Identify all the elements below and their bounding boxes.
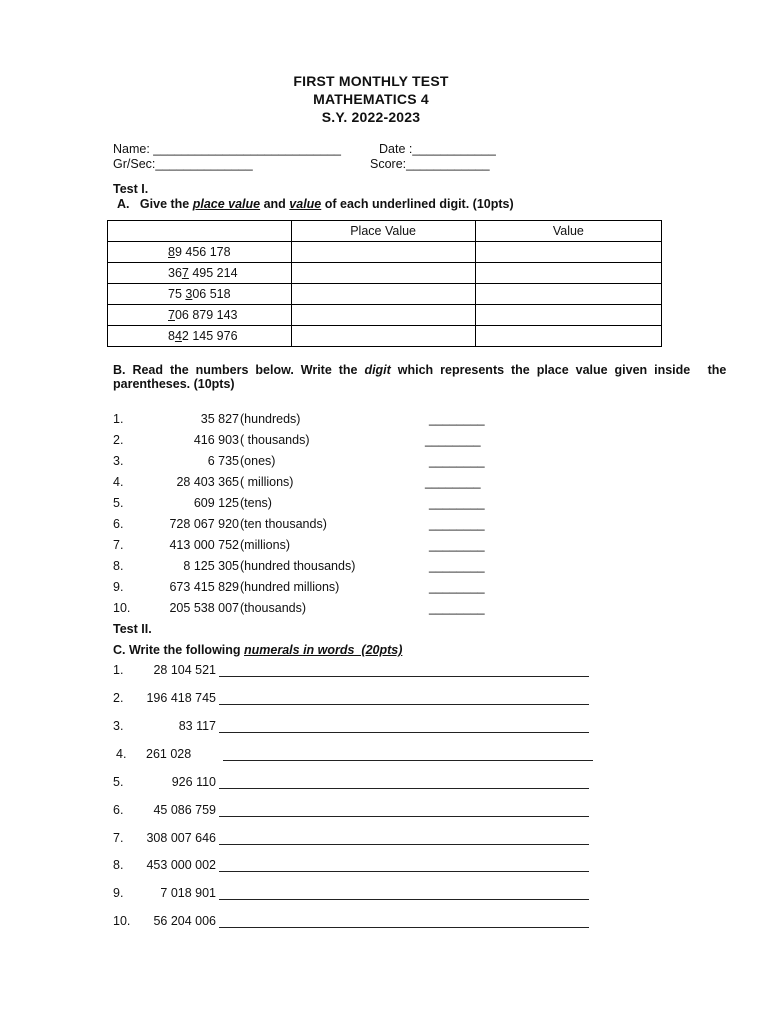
table-row: [108, 326, 662, 347]
number-cell: 75 306 518: [108, 284, 292, 305]
list-item: 9. 673 415 829 (hundred millions) ________: [113, 580, 485, 594]
answer-blank[interactable]: ________: [429, 517, 485, 531]
place-value-term: place value: [192, 197, 261, 211]
underlined-digit: 4: [174, 329, 182, 343]
place-value-answer-cell[interactable]: [291, 326, 475, 347]
value-answer-cell[interactable]: [475, 284, 661, 305]
list-item: 2. 416 903 ( thousands) ________: [113, 433, 481, 447]
answer-blank[interactable]: ________: [429, 601, 485, 615]
list-item: 9. 7 018 901: [113, 886, 603, 904]
underlined-digit: 3: [185, 287, 193, 301]
answer-blank[interactable]: ________: [429, 496, 485, 510]
header-value: Value: [475, 221, 661, 242]
answer-blank[interactable]: ________: [425, 433, 481, 447]
list-item: 5. 609 125 (tens) ________: [113, 496, 485, 510]
list-item: 1. 35 827 (hundreds) ________: [113, 412, 485, 426]
answer-line[interactable]: [219, 844, 589, 845]
answer-blank[interactable]: ________: [425, 475, 481, 489]
test2-label: Test II.: [113, 622, 152, 636]
name-field[interactable]: Name: ___________________________: [113, 142, 341, 156]
underlined-digit: 7: [181, 266, 189, 280]
partB-instructions-line2: parentheses. (10pts): [113, 377, 235, 391]
number-cell: 706 879 143: [108, 305, 292, 326]
number-cell: 89 456 178: [108, 242, 292, 263]
partA-prefix: A. Give the: [117, 197, 193, 211]
answer-blank[interactable]: ________: [429, 538, 485, 552]
table-header-row: [108, 221, 662, 242]
list-item: 3. 6 735 (ones) ________: [113, 454, 485, 468]
table-row: [108, 242, 662, 263]
value-term: value: [289, 197, 322, 211]
value-answer-cell[interactable]: [475, 263, 661, 284]
list-item: 6. 45 086 759: [113, 803, 603, 821]
answer-line[interactable]: [219, 871, 589, 872]
header-number: [108, 221, 292, 242]
table-row: [108, 284, 662, 305]
place-value-answer-cell[interactable]: [291, 242, 475, 263]
answer-blank[interactable]: ________: [429, 559, 485, 573]
list-item: 4. 28 403 365 ( millions) ________: [113, 475, 481, 489]
table-row: [108, 305, 662, 326]
header-place-value: Place Value: [291, 221, 475, 242]
list-item: 8. 453 000 002: [113, 858, 603, 876]
partB-instructions-line1: B. Read the numbers below. Write the digit which represents the place value given inside the: [113, 363, 727, 377]
answer-line[interactable]: [219, 927, 589, 928]
subject-title: MATHEMATICS 4: [313, 91, 429, 107]
list-item: 5. 926 110: [113, 775, 603, 793]
test-title: FIRST MONTHLY TEST: [293, 73, 449, 89]
underlined-digit: 8: [168, 245, 175, 259]
date-field[interactable]: Date :____________: [379, 142, 496, 156]
answer-line[interactable]: [219, 732, 589, 733]
answer-blank[interactable]: ________: [429, 454, 485, 468]
value-answer-cell[interactable]: [475, 242, 661, 263]
answer-blank[interactable]: ________: [429, 412, 485, 426]
partC-instructions: C. Write the following numerals in words (20pts): [113, 643, 403, 657]
list-item: 7. 413 000 752 (millions) ________: [113, 538, 485, 552]
digit-term: digit: [364, 363, 391, 377]
answer-line[interactable]: [219, 704, 589, 705]
list-item: 1. 28 104 521: [113, 663, 603, 681]
place-value-answer-cell[interactable]: [291, 284, 475, 305]
table-row: [108, 263, 662, 284]
value-answer-cell[interactable]: [475, 305, 661, 326]
grade-section-field[interactable]: Gr/Sec:______________: [113, 157, 253, 171]
list-item: 10. 56 204 006: [113, 914, 603, 932]
answer-blank[interactable]: ________: [429, 580, 485, 594]
place-value-table: [107, 220, 662, 347]
number-cell: 367 495 214: [108, 263, 292, 284]
underlined-digit: 7: [168, 308, 175, 322]
list-item: 2. 196 418 745: [113, 691, 603, 709]
answer-line[interactable]: [219, 676, 589, 677]
list-item: 7. 308 007 646: [113, 831, 603, 849]
number-cell: 842 145 976: [108, 326, 292, 347]
list-item: 3. 83 117: [113, 719, 603, 737]
list-item: 4. 261 028: [116, 747, 606, 765]
numerals-in-words-term: numerals in words (20pts): [244, 643, 403, 657]
list-item: 8. 8 125 305 (hundred thousands) ________: [113, 559, 485, 573]
place-value-answer-cell[interactable]: [291, 305, 475, 326]
partA-suffix: of each underlined digit. (10pts): [321, 197, 514, 211]
partA-and: and: [260, 197, 290, 211]
school-year: S.Y. 2022-2023: [321, 109, 421, 125]
score-field[interactable]: Score:____________: [370, 157, 490, 171]
value-answer-cell[interactable]: [475, 326, 661, 347]
answer-line[interactable]: [223, 760, 593, 761]
partA-instructions: [117, 197, 514, 211]
place-value-answer-cell[interactable]: [291, 263, 475, 284]
answer-line[interactable]: [219, 788, 589, 789]
list-item: 6. 728 067 920 (ten thousands) ________: [113, 517, 485, 531]
answer-line[interactable]: [219, 899, 589, 900]
test1-label: Test I.: [113, 182, 149, 196]
answer-line[interactable]: [219, 816, 589, 817]
list-item: 10. 205 538 007 (thousands) ________: [113, 601, 485, 615]
